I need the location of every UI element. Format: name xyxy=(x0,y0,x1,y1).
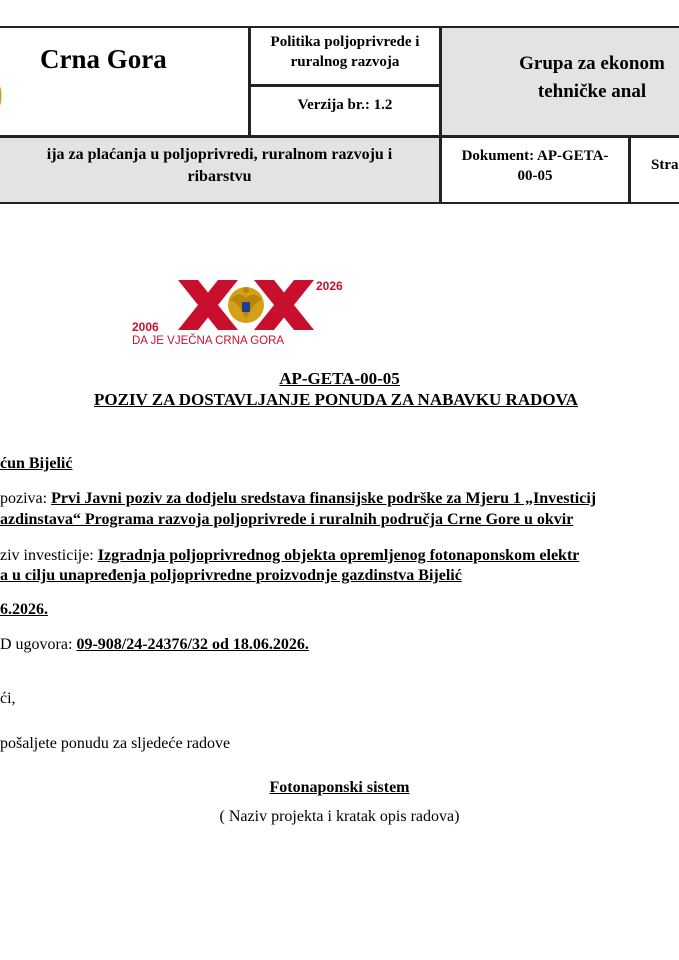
call-value-line-1: Prvi Javni poziv za dodjelu sredstava finansijske podrške za Mjeru 1 „Investicij xyxy=(51,490,597,507)
document-line-2: 00-05 xyxy=(517,168,553,184)
investment-value-line-1: Izgradnja poljoprivrednog objekta opremljenog fotonaponskom elektr xyxy=(97,547,580,564)
contract-label: D ugovora: xyxy=(0,636,77,653)
logo-year-end: 2026 xyxy=(316,279,343,293)
project-name: Fotonaponski sistem xyxy=(269,779,410,796)
group-line-2: tehničke anal xyxy=(537,81,647,102)
document-heading: POZIV ZA DOSTAVLJANJE PONUDA ZA NABAVKU RADOVA xyxy=(94,390,578,409)
version-label: Verzija br.: 1.2 xyxy=(297,97,393,113)
call-row xyxy=(0,490,596,508)
policy-line-1: Politika poljoprivrede i xyxy=(270,34,420,50)
header-page-cell xyxy=(629,136,679,204)
header-policy-cell xyxy=(249,26,441,86)
document-line-1: Dokument: AP-GETA- xyxy=(461,148,609,164)
directorate-line-2: ribarstvu xyxy=(187,168,252,185)
document-date: 6.2026. xyxy=(0,601,48,618)
header-version-cell xyxy=(249,85,441,137)
header-document-cell xyxy=(440,136,630,204)
coat-of-arms-icon xyxy=(0,66,6,126)
investment-row xyxy=(0,547,579,565)
recipient-name: ćun Bijelić xyxy=(0,455,73,472)
anniversary-logo xyxy=(126,272,366,352)
header-country-cell xyxy=(0,26,250,137)
request-text: pošaljete ponudu za sljedeće radove xyxy=(0,735,231,752)
page-label: Stra xyxy=(651,157,679,173)
call-label: poziva: xyxy=(0,490,52,507)
header-directorate-cell xyxy=(0,136,441,204)
header-group-cell xyxy=(440,26,679,137)
group-line-1: Grupa za ekonom xyxy=(519,53,665,74)
investment-label: ziv investicije: xyxy=(0,547,98,564)
call-value-line-2: azdinstava“ Programa razvoja poljoprivrede i ruralnih područja Crne Gore u okvir xyxy=(0,511,574,528)
policy-line-2: ruralnog razvoja xyxy=(290,54,400,70)
document-code: AP-GETA-00-05 xyxy=(279,369,400,388)
project-hint: ( Naziv projekta i kratak opis radova) xyxy=(219,808,460,825)
country-name: Crna Gora xyxy=(40,44,167,74)
logo-year-start: 2006 xyxy=(132,320,159,334)
contract-value: 09-908/24-24376/32 od 18.06.2026. xyxy=(76,636,309,653)
directorate-line-1: ija za plaćanja u poljoprivredi, ruralnom razvoju i xyxy=(46,146,393,163)
eagle-emblem-icon xyxy=(228,287,264,323)
greeting: ći, xyxy=(0,690,16,707)
contract-row xyxy=(0,636,309,654)
logo-tagline: DA JE VJEČNA CRNA GORA xyxy=(132,335,285,347)
investment-value-line-2: a u cilju unapređenja poljoprivredne proizvodnje gazdinstva Bijelić xyxy=(0,567,462,584)
